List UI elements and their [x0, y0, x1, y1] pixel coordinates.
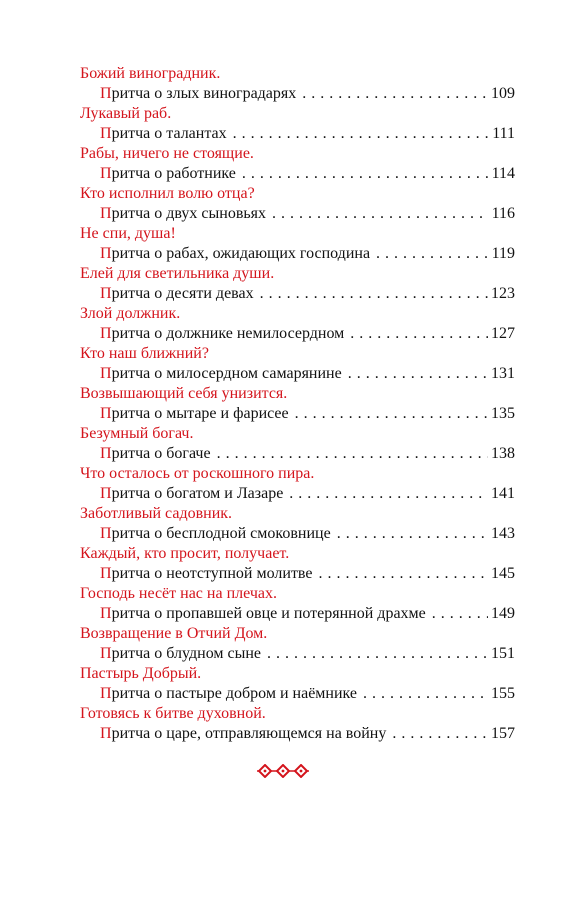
diamond-ornament-icon — [0, 764, 565, 778]
toc-entry[interactable] — [100, 684, 515, 704]
entry-initial-letter: П — [100, 645, 112, 662]
chapter-heading: Возвращение в Отчий Дом. — [80, 625, 268, 642]
entry-title-text: ритча о мытаре и фарисее — [111, 405, 289, 422]
entry-title-text: ритча о работнике — [111, 165, 236, 182]
entry-initial-letter: П — [100, 205, 112, 222]
chapter-heading: Возвышающий себя унизится. — [80, 385, 288, 402]
dot-leader — [267, 644, 488, 664]
toc-entry[interactable] — [100, 124, 515, 144]
chapter-heading: Кто наш ближний? — [80, 345, 209, 362]
chapter-heading: Каждый, кто просит, получает. — [80, 545, 290, 562]
toc-section — [80, 664, 515, 704]
entry-title-text: ритча о рабах, ожидающих господина — [111, 245, 371, 262]
page-number: 109 — [491, 85, 515, 102]
chapter-heading: Что осталось от роскошного пира. — [80, 465, 315, 482]
entry-title-text: ритча о бесплодной смоковнице — [111, 525, 331, 542]
toc-section — [80, 184, 515, 224]
page-number: 155 — [491, 685, 515, 702]
entry-initial-letter: П — [100, 125, 112, 142]
toc-section — [80, 624, 515, 664]
toc-section — [80, 264, 515, 304]
toc-section — [80, 344, 515, 384]
entry-initial-letter: П — [100, 245, 112, 262]
dot-leader — [392, 724, 488, 744]
entry-initial-letter: П — [100, 165, 112, 182]
page-number: 127 — [491, 325, 515, 342]
toc-entry[interactable] — [100, 164, 515, 184]
toc-entry[interactable] — [100, 364, 515, 384]
toc-entry[interactable] — [100, 204, 515, 224]
page-number: 141 — [491, 485, 515, 502]
entry-title-text: ритча о блудном сыне — [111, 645, 262, 662]
entry-title-text: ритча о богатом и Лазаре — [111, 485, 284, 502]
entry-title — [100, 564, 313, 584]
dot-leader — [289, 484, 488, 504]
dot-leader — [233, 124, 490, 144]
dot-leader — [295, 404, 488, 424]
dot-leader — [348, 364, 488, 384]
dot-leader — [350, 324, 488, 344]
toc-entry[interactable] — [100, 644, 515, 664]
entry-initial-letter: П — [100, 685, 112, 702]
entry-initial-letter: П — [100, 525, 112, 542]
toc-entry[interactable] — [100, 84, 515, 104]
chapter-heading: Лукавый раб. — [80, 105, 172, 122]
toc-entry[interactable] — [100, 604, 515, 624]
toc-entry[interactable] — [100, 444, 515, 464]
entry-initial-letter: П — [100, 405, 112, 422]
page-number: 138 — [491, 445, 515, 462]
entry-title — [100, 164, 236, 184]
page-number: 116 — [491, 205, 515, 222]
toc-section — [80, 504, 515, 544]
toc-entry[interactable] — [100, 524, 515, 544]
toc-section — [80, 304, 515, 344]
toc-section — [80, 144, 515, 184]
entry-initial-letter: П — [100, 85, 112, 102]
page-number: 111 — [492, 125, 515, 142]
chapter-heading: Пастырь Добрый. — [80, 665, 202, 682]
chapter-heading: Господь несёт нас на плечах. — [80, 585, 277, 602]
chapter-heading: Заботливый садовник. — [80, 505, 233, 522]
page-number: 135 — [491, 405, 515, 422]
entry-title-text: ритча о богаче — [111, 445, 211, 462]
entry-title — [100, 484, 283, 504]
dot-leader — [242, 164, 489, 184]
dot-leader — [319, 564, 489, 584]
entry-title-text: ритча о милосердном самарянине — [111, 365, 342, 382]
entry-initial-letter: П — [100, 365, 112, 382]
toc-entry[interactable] — [100, 244, 515, 264]
toc-entry[interactable] — [100, 404, 515, 424]
entry-title — [100, 684, 357, 704]
entry-title-text: ритча о неотступной молитве — [111, 565, 313, 582]
chapter-heading: Не спи, душа! — [80, 225, 176, 242]
dot-leader — [260, 284, 488, 304]
entry-title — [100, 444, 211, 464]
toc-entry[interactable] — [100, 284, 515, 304]
dot-leader — [363, 684, 488, 704]
chapter-heading: Кто исполнил волю отца? — [80, 185, 255, 202]
page-number: 151 — [491, 645, 515, 662]
page-number: 143 — [491, 525, 515, 542]
entry-title-text: ритча о злых виноградарях — [111, 85, 297, 102]
entry-title — [100, 644, 261, 664]
entry-initial-letter: П — [100, 605, 112, 622]
entry-title — [100, 204, 266, 224]
toc-section — [80, 424, 515, 464]
dot-leader — [337, 524, 488, 544]
dot-leader — [217, 444, 488, 464]
entry-title-text: ритча о пастыре добром и наёмнике — [111, 685, 358, 702]
entry-title — [100, 524, 331, 544]
entry-title — [100, 284, 254, 304]
toc-entry[interactable] — [100, 484, 515, 504]
toc-entry[interactable] — [100, 724, 515, 744]
entry-title-text: ритча о десяти девах — [111, 285, 254, 302]
entry-title-text: ритча о царе, отправляющемся на войну — [111, 725, 387, 742]
page-number: 123 — [491, 285, 515, 302]
entry-title — [100, 364, 342, 384]
entry-initial-letter: П — [100, 485, 112, 502]
chapter-heading: Безумный богач. — [80, 425, 194, 442]
entry-initial-letter: П — [100, 285, 112, 302]
entry-title — [100, 84, 296, 104]
dot-leader — [432, 604, 488, 624]
entry-title — [100, 604, 426, 624]
entry-title — [100, 724, 386, 744]
dot-leader — [376, 244, 489, 264]
entry-title — [100, 404, 289, 424]
toc-section — [80, 704, 515, 744]
dot-leader — [302, 84, 488, 104]
toc-entry[interactable] — [100, 324, 515, 344]
toc-section — [80, 464, 515, 504]
toc-section — [80, 544, 515, 584]
entry-title — [100, 244, 370, 264]
page-number: 145 — [491, 565, 515, 582]
entry-initial-letter: П — [100, 445, 112, 462]
entry-initial-letter: П — [100, 725, 112, 742]
entry-title — [100, 324, 344, 344]
toc-section — [80, 384, 515, 424]
entry-initial-letter: П — [100, 565, 112, 582]
entry-title-text: ритча о пропавшей овце и потерянной драхме — [111, 605, 426, 622]
table-of-contents — [80, 64, 515, 744]
toc-section — [80, 584, 515, 624]
page-number: 114 — [491, 165, 515, 182]
chapter-heading: Елей для светильника души. — [80, 265, 275, 282]
toc-section — [80, 224, 515, 264]
toc-section — [80, 104, 515, 144]
entry-title-text: ритча о двух сыновьях — [111, 205, 267, 222]
page-number: 119 — [491, 245, 515, 262]
toc-section — [80, 64, 515, 104]
page-number: 157 — [491, 725, 515, 742]
toc-entry[interactable] — [100, 564, 515, 584]
chapter-heading: Злой должник. — [80, 305, 181, 322]
entry-title-text: ритча о талантах — [111, 125, 227, 142]
entry-initial-letter: П — [100, 325, 112, 342]
page-number: 149 — [491, 605, 515, 622]
entry-title-text: ритча о должнике немилосердном — [111, 325, 345, 342]
chapter-heading: Готовясь к битве духовной. — [80, 705, 266, 722]
entry-title — [100, 124, 227, 144]
dot-leader — [272, 204, 489, 224]
page-number: 131 — [491, 365, 515, 382]
chapter-heading: Рабы, ничего не стоящие. — [80, 145, 254, 162]
chapter-heading: Божий виноградник. — [80, 65, 221, 82]
